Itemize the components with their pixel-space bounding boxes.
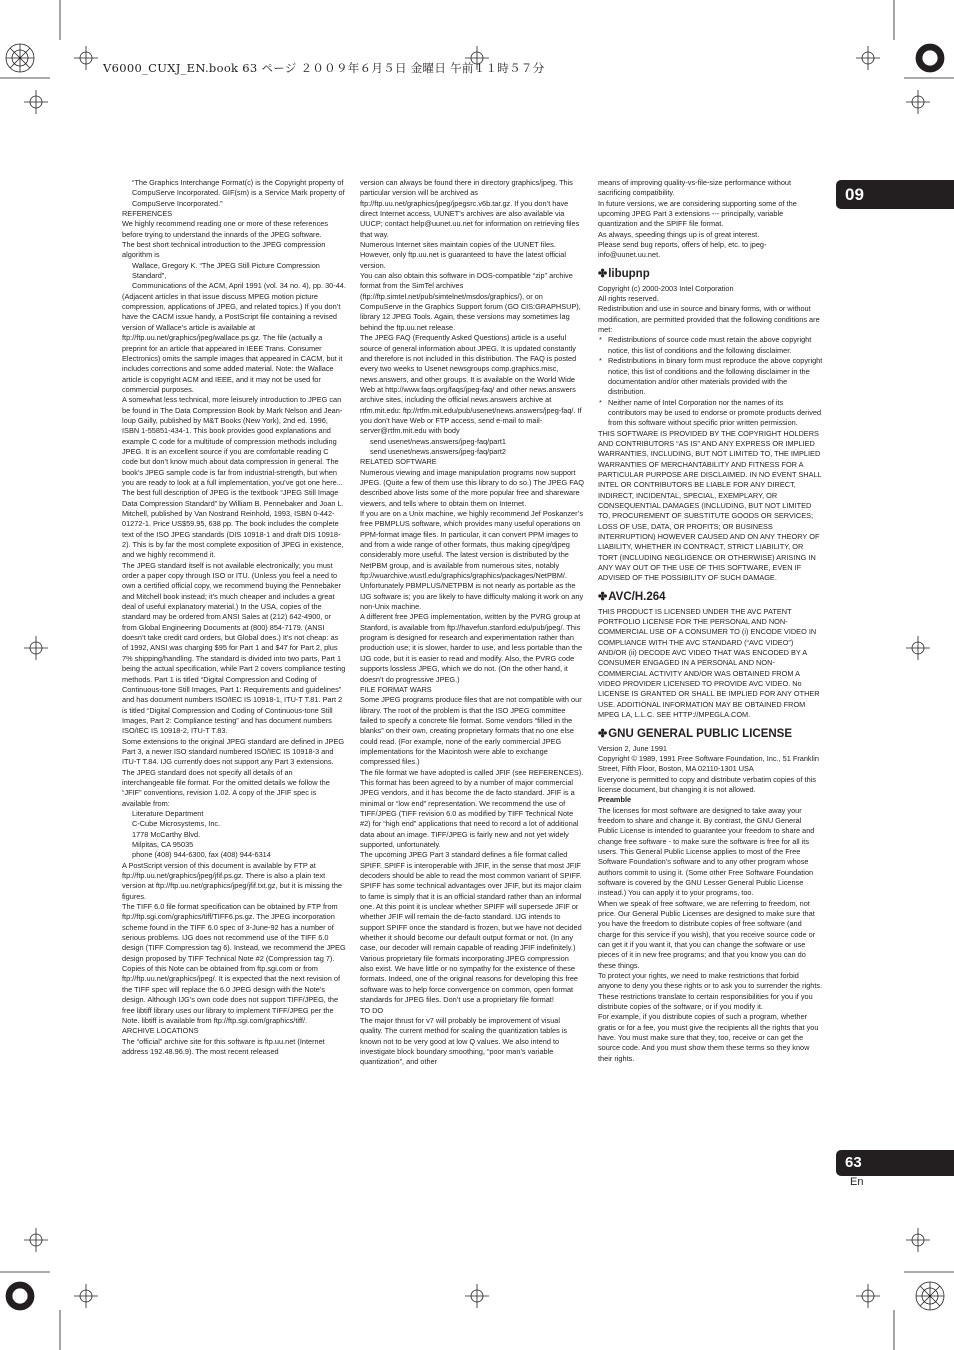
- paragraph: Redistribution and use in source and binary forms, with or without modification, are permitted provided that the following conditions are met:: [598, 304, 820, 335]
- paragraph: The major thrust for v7 will probably be improvement of visual quality. The current method for scaling the quantization tables is known not to be very good at low Q values. We also intend to investigate block boundary smoothing, “poor man’s variable quantization”, and other: [360, 1015, 568, 1067]
- list-item: [598, 356, 823, 397]
- paragraph: A different free JPEG implementation, written by the PVRG group at Stanford, is available from ftp://havefun.stanford.edu/pub/jpeg/. This program is designed for research and experimentation rather than production use; it is slower, harder to use, and less portable than the IJG code, but it is easier to read and modify. Also, the PVRG code supports lossless JPEG, which we do not. (On the other hand, it doesn’t do progressive JPEG.): [360, 612, 583, 684]
- list-item-text: Redistributions in binary form must reproduce the above copyright notice, this list of conditions and the following disclaimer in the documentation and/or other materials provided with the distribution.: [608, 356, 823, 397]
- paragraph: A PostScript version of this document is available by FTP at ftp://ftp.uu.net/graphics/jpeg/jfif.ps.gz. There is also a plain text version at ftp://ftp.uu.net/graphics/jpeg/jfif.txt.gz, but it is missing the figures.: [122, 860, 343, 901]
- crosshair-left-lower: [24, 1228, 48, 1252]
- command-line: send usenet/news.answers/jpeg-faq/part2: [370, 446, 506, 456]
- paragraph: When we speak of free software, we are referring to freedom, not price. Our General Public Licenses are designed to make sure that you have the freedom to distribute copies of free software (and charge for this service if you wish), that you receive source code or can get it if you want it, that you can change the software or use pieces of it in new free programs; and that you know you can do these things.: [598, 898, 816, 970]
- paragraph: We highly recommend reading one or more of these references before trying to understand the innards of the JPEG software.: [122, 219, 329, 239]
- paragraph: Wallace, Gregory K. “The JPEG Still Picture Compression Standard”,: [132, 260, 320, 281]
- paragraph: The file format we have adopted is called JFIF (see REFERENCES). This format has been agreed to by a number of major commercial JPEG vendors, and it has become the de facto standard. JFIF is a minimal or “low end” representation. We recommend the use of TIFF/JPEG (TIFF revision 6.0 as modified by TIFF Technical Note #2) for “high end” applications that need to record a lot of additional data about an image. TIFF/JPEG is fairly new and not yet widely supported, unfortunately.: [360, 767, 584, 849]
- diamond-icon: ✤: [598, 267, 608, 280]
- paragraph: All rights reserved.: [598, 294, 659, 304]
- address-line: 1778 McCarthy Blvd.: [132, 829, 201, 839]
- libupnp-title: libupnp: [608, 267, 650, 280]
- paragraph: Copyright (c) 2000-2003 Intel Corporation: [598, 283, 734, 293]
- crosshair-mid-right: [906, 636, 930, 660]
- gpl-heading: [598, 727, 823, 741]
- paragraph: “The Graphics Interchange Format(c) is the Copyright property of CompuServe Incorporated. GIF(sm) is a Service Mark property of CompuServe Incorporated.”: [132, 178, 345, 208]
- column-3: [598, 178, 823, 1064]
- crosshair-left-upper: [24, 90, 48, 114]
- paragraph: As always, speeding things up is of great interest.: [598, 229, 760, 239]
- preamble-heading: Preamble: [598, 795, 632, 805]
- starburst-bottom-right: [916, 1282, 944, 1310]
- avc-title: AVC/H.264: [608, 590, 666, 603]
- address-line: Milpitas, CA 95035: [132, 840, 194, 849]
- paragraph: Everyone is permitted to copy and distribute verbatim copies of this license document, but changing it is not allowed.: [598, 774, 816, 794]
- avc-heading: [598, 590, 823, 604]
- bullet-icon: *: [599, 356, 602, 366]
- list-item-text: Redistributions of source code must retain the above copyright notice, this list of conditions and the following disclaimer.: [608, 335, 812, 355]
- paragraph: You can also obtain this software in DOS-compatible “zip” archive format from the SimTel archives (ftp://ftp.simtel.net/pub/simtelnet/msdos/graphics/), or on CompuServe in the Graphics Support forum (GO CIS:GRAPHSUP), library 12 JPEG Tools. Again, these versions may sometimes lag behind the ftp.uu.net release.: [360, 271, 581, 332]
- bullet-icon: *: [599, 397, 602, 407]
- section-label: REFERENCES: [122, 209, 173, 219]
- paragraph: The TIFF 6.0 file format specification can be obtained by FTP from ftp://ftp.sgi.com/graphics/tiff/TIFF6.ps.gz. The JPEG incorporation scheme found in the TIFF 6.0 spec of 3-June-92 has a number of serious problems. IJG does not recommend use of the TIFF 6.0 design (TIFF Compression tag 6). Instead, we recommend the JPEG design proposed by TIFF Technical Note #2 (Compression tag 7). Copies of this Note can be obtained from ftp.sgi.com or from ftp://ftp.uu.net/graphics/jpeg/. It is expected that the next revision of the TIFF spec will replace the 6.0 JPEG design with the Note’s design. Although IJG’s own code does not support TIFF/JPEG, the free libtiff library uses our library to implement TIFF/JPEG per the Note. libtiff is available from ftp://ftp.sgi.com/graphics/tiff/.: [122, 902, 346, 1025]
- section-label: TO DO: [360, 1005, 384, 1015]
- paragraph: The best short technical introduction to the JPEG compression algorithm is: [122, 240, 326, 260]
- paragraph: In future versions, we are considering supporting some of the upcoming JPEG Part 3 extensions --- principally, variable quantization and the SPIFF file format.: [598, 198, 797, 229]
- paragraph: For example, if you distribute copies of such a program, whether gratis or for a fee, you must give the recipients all the rights that you have. You must make sure that they, too, receive or can get the source code. And you must show them these terms so they know their rights.: [598, 1012, 819, 1063]
- paragraph: The licenses for most software are designed to take away your freedom to share and change it. By contrast, the GNU General Public License is intended to guarantee your freedom to share and change free software - to make sure the software is free for all its users. This General Public License applies to most of the Free Software Foundation’s software and to any other program whose authors commit to using it. (Some other Free Software Foundation software is covered by the GNU Lesser General Public License instead.) You can apply it to your programs, too.: [598, 805, 815, 898]
- paragraph: THIS PRODUCT IS LICENSED UNDER THE AVC PATENT PORTFOLIO LICENSE FOR THE PERSONAL AND NON-COMMERCIAL USE OF A CONSUMER TO (i) ENCODE VIDEO IN COMPLIANCE WITH THE AVC STANDARD (“AVC VIDEO”) AND/OR (ii) DECODE AVC VIDEO THAT WAS ENCODED BY A CONSUMER ENGAGED IN A PERSONAL AND NON-COMMERCIAL ACTIVITY AND/OR WAS OBTAINED FROM A VIDEO PROVIDER LICENSED TO PROVIDE AVC VIDEO. No LICENSE IS GRANTED OR SHALL BE IMPLIED FOR ANY OTHER USE. ADDITIONAL INFORMATION MAY BE OBTAINED FROM MPEG LA, L.L.C. SEE HTTP://MPEGLA.COM.: [598, 606, 820, 720]
- list-item: [598, 335, 823, 356]
- paragraph: The JPEG standard itself is not available electronically; you must order a paper copy through ISO or ITU. (Unless you feel a need to own a certified official copy, we recommend buying the Pennebaker and Mitchell book instead; it’s much cheaper and includes a great deal of useful explanatory material.) In the USA, copies of the standard may be ordered from ANSI Sales at (212) 642-4900, or from Global Engineering Documents at (800) 854-7179. (ANSI doesn’t take credit card orders, but Global does.) It’s not cheap: as of 1992, ANSI was charging $95 for Part 1 and $47 for Part 2, plus 7% shipping/handling. The standard is divided into two parts, Part 1 being the actual specification, while Part 2 covers compliance testing methods. Part 1 is titled “Digital Compression and Coding of Continuous-tone Still Images, Part 1: Requirements and guidelines” and has document numbers ISO/IEC IS 10918-1, ITU-T T.81. Part 2 is titled “Digital Compression and Coding of Continuous-tone Still Images, Part 2: Compliance testing” and has document numbers ISO/IEC IS 10918-2, ITU-T T.83.: [122, 560, 346, 736]
- address-line: phone (408) 944-6300, fax (408) 944-6314: [132, 850, 271, 860]
- address-line: C-Cube Microsystems, Inc.: [132, 819, 221, 829]
- paragraph: A somewhat less technical, more leisurely introduction to JPEG can be found in The Data Compression Book by Mark Nelson and Jean-loup Gailly, published by M&T Books (New York), 2nd ed. 1996, ISBN 1-55851-434-1. This book provides good explanations and example C code for a multitude of compression methods including JPEG. It is an excellent source if you are comfortable reading C code but don’t know much about data compression in general. The book’s JPEG sample code is far from industrial-strength, but when you are ready to look at a full implementation, you’ve got one here...: [122, 395, 343, 487]
- list-item: [598, 398, 823, 429]
- column-1: [122, 178, 346, 1057]
- print-job-header: V6000_CUXJ_EN.book 63 ページ ２００９年６月５日 金曜日 午前１１時５７分: [103, 61, 545, 75]
- column-2: [360, 178, 584, 1068]
- section-label: FILE FORMAT WARS: [360, 684, 432, 694]
- paragraph: The “official” archive site for this software is ftp.uu.net (Internet address 192.48.96.9). The most recent released: [122, 1036, 325, 1056]
- starburst-top-left: [6, 44, 34, 72]
- page-number-tab: 63: [836, 1150, 954, 1176]
- command-line: send usenet/news.answers/jpeg-faq/part1: [370, 436, 506, 446]
- bullet-icon: *: [599, 335, 602, 345]
- paragraph: Please send bug reports, offers of help, etc. to jpeg-info@uunet.uu.net.: [598, 240, 767, 260]
- diamond-icon: ✤: [598, 727, 608, 740]
- gpl-title: GNU GENERAL PUBLIC LICENSE: [608, 727, 793, 740]
- paragraph: (Adjacent articles in that issue discuss MPEG motion picture compression, applications of JPEG, and related topics.) If you don’t have the CACM issue handy, a PostScript file containing a revised version of Wallace’s article is available at ftp://ftp.uu.net/graphics/jpeg/wallace.ps.gz. The file (actually a preprint for an article that appeared in IEEE Trans. Consumer Electronics) omits the sample images that appeared in CACM, but it includes corrections and some added material. Note: the Wallace article is copyright ACM and IEEE, and it may not be used for commercial purposes.: [122, 291, 343, 394]
- crosshair-mid-left: [24, 636, 48, 660]
- paragraph: version can always be found there in directory graphics/jpeg. This particular version will be archived as ftp://ftp.uu.net/graphics/jpeg/jpegsrc.v6b.tar.gz. If you don’t have direct Internet access, UUNET’s archives are also available via UUCP; contact help@uunet.uu.net for information on retrieving files that way.: [360, 178, 580, 239]
- paragraph: To protect your rights, we need to make restrictions that forbid anyone to deny you these rights or to ask you to surrender the rights. These restrictions translate to certain responsibilities for you if you distribute copies of the software, or if you modify it.: [598, 971, 823, 1012]
- crosshair-top-left: [74, 46, 98, 70]
- crosshair-right-upper: [906, 90, 930, 114]
- paragraph: means of improving quality-vs-file-size performance without sacrificing compatibility.: [598, 178, 792, 198]
- crosshair-bottom-left: [74, 1284, 98, 1308]
- libupnp-heading: [598, 267, 823, 281]
- paragraph: The JPEG standard does not specify all details of an interchangeable file format. For the omitted details we follow the “JFIF” conventions, revision 1.02. A copy of the JFIF spec is available from:: [122, 767, 330, 808]
- section-label: RELATED SOFTWARE: [360, 457, 437, 467]
- crosshair-top-right: [856, 46, 880, 70]
- paragraph: Copyright © 1989, 1991 Free Software Foundation, Inc., 51 Franklin Street, Fifth Floor, Boston, MA 02110-1301 USA: [598, 753, 819, 774]
- paragraph: If you are on a Unix machine, we highly recommend Jef Poskanzer’s free PBMPLUS software, which provides many useful operations on PPM-format image files. In particular, it can convert PPM images to and from a wide range of other formats, thus making cjpeg/djpeg considerably more useful. The latest version is distributed by the NetPBM group, and is available from numerous sites, notably ftp://wuarchive.wustl.edu/graphics/graphics/packages/NetPBM/. Unfortunately PBMPLUS/NETPBM is not nearly as portable as the IJG software is; you are likely to have difficulty making it work on any non-Unix machine.: [360, 509, 584, 612]
- section-label: ARCHIVE LOCATIONS: [122, 1026, 199, 1036]
- paragraph: Communications of the ACM, April 1991 (vol. 34 no. 4), pp. 30-44.: [132, 281, 346, 291]
- paragraph: Some extensions to the original JPEG standard are defined in JPEG Part 3, a newer ISO standard numbered ISO/IEC IS 10918-3 and ITU-T T.84. IJG currently does not support any Part 3 extensions.: [122, 736, 345, 767]
- crosshair-bottom-right: [856, 1284, 880, 1308]
- starburst-top-right: [916, 44, 944, 72]
- crosshair-right-lower: [906, 1228, 930, 1252]
- paragraph: Various proprietary file formats incorporating JPEG compression also exist. We have little or no sympathy for the existence of these formats. Indeed, one of the original reasons for developing this free software was to help force convergence on common, open format standards for JPEG files. Don’t use a proprietary file format!: [360, 953, 578, 1005]
- starburst-bottom-left: [6, 1282, 34, 1310]
- paragraph: Numerous Internet sites maintain copies of the UUNET files. However, only ftp.uu.net is guaranteed to have the latest official version.: [360, 240, 567, 270]
- paragraph: Some JPEG programs produce files that are not compatible with our library. The root of the problem is that the ISO JPEG committee failed to specify a concrete file format. Some vendors “filled in the blanks” on their own, creating proprietary formats that no one else could read. (For example, none of the early commercial JPEG implementations for the Macintosh were able to exchange compressed files.): [360, 695, 582, 767]
- paragraph: The best full description of JPEG is the textbook “JPEG Still Image Data Compression Standard” by William B. Pennebaker and Joan L. Mitchell, published by Van Nostrand Reinhold, 1993, ISBN 0-442-01272-1. Price US$59.95, 638 pp. The book includes the complete text of the ISO JPEG standards (DIS 10918-1 and draft DIS 10918-2). This is by far the most complete exposition of JPEG in existence, and we highly recommend it.: [122, 488, 344, 560]
- paragraph: THIS SOFTWARE IS PROVIDED BY THE COPYRIGHT HOLDERS AND CONTRIBUTORS “AS IS” AND ANY EXPRESS OR IMPLIED WARRANTIES, INCLUDING, BUT NOT LIMITED TO, THE IMPLIED WARRANTIES OF MERCHANTABILITY AND FITNESS FOR A PARTICULAR PURPOSE ARE DISCLAIMED. IN NO EVENT SHALL INTEL OR CONTRIBUTORS BE LIABLE FOR ANY DIRECT, INDIRECT, INCIDENTAL, SPECIAL, EXEMPLARY, OR CONSEQUENTIAL DAMAGES (INCLUDING, BUT NOT LIMITED TO, PROCUREMENT OF SUBSTITUTE GOODS OR SERVICES; LOSS OF USE, DATA, OR PROFITS; OR BUSINESS INTERRUPTION) HOWEVER CAUSED AND ON ANY THEORY OF LIABILITY, WHETHER IN CONTRACT, STRICT LIABILITY, OR TORT (INCLUDING NEGLIGENCE OR OTHERWISE) ARISING IN ANY WAY OUT OF THE USE OF THIS SOFTWARE, EVEN IF ADVISED OF THE POSSIBILITY OF SUCH DAMAGE.: [598, 428, 822, 583]
- paragraph: The upcoming JPEG Part 3 standard defines a file format called SPIFF. SPIFF is interoperable with JFIF, in the sense that most JFIF decoders should be able to read the most common variant of SPIFF. SPIFF has some technical advantages over JFIF, but its major claim to fame is simply that it is an official standard rather than an informal one. At this point it is unclear whether SPIFF will supersede JFIF or whether JFIF will remain the de-facto standard. IJG intends to support SPIFF once the standard is frozen, but we have not decided whether it should become our default output format or not. (In any case, our decoder will remain capable of reading JFIF indefinitely.): [360, 850, 582, 953]
- paragraph: Numerous viewing and image manipulation programs now support JPEG. (Quite a few of them use this library to do so.) The JPEG FAQ described above lists some of the more popular free and shareware viewers, and tells where to obtain them on Internet.: [360, 467, 584, 508]
- paragraph: Version 2, June 1991: [598, 743, 668, 753]
- chapter-tab: 09: [836, 180, 954, 209]
- crosshair-bottom-center: [465, 1284, 489, 1308]
- diamond-icon: ✤: [598, 590, 608, 603]
- language-label: En: [850, 1176, 864, 1188]
- address-line: Literature Department: [132, 808, 204, 818]
- paragraph: The JPEG FAQ (Frequently Asked Questions) article is a useful source of general information about JPEG. It is updated constantly and therefore is not included in this distribution. The FAQ is posted every two weeks to Usenet newsgroups comp.graphics.misc, news.answers, and other groups. It is available on the World Wide Web at http://www.faqs.org/faqs/jpeg-faq/ and other news.answers archive sites, including the official news.answers archive at rtfm.mit.edu: ftp://rtfm.mit.edu/pub/usenet/news.answers/jpeg-faq/. If you don’t have Web or FTP access, send e-mail to mail-server@rtfm.mit.edu with body: [360, 333, 582, 436]
- list-item-text: Neither name of Intel Corporation nor the names of its contributors may be used to endorse or promote products derived from this software without specific prior written permission.: [608, 397, 822, 428]
